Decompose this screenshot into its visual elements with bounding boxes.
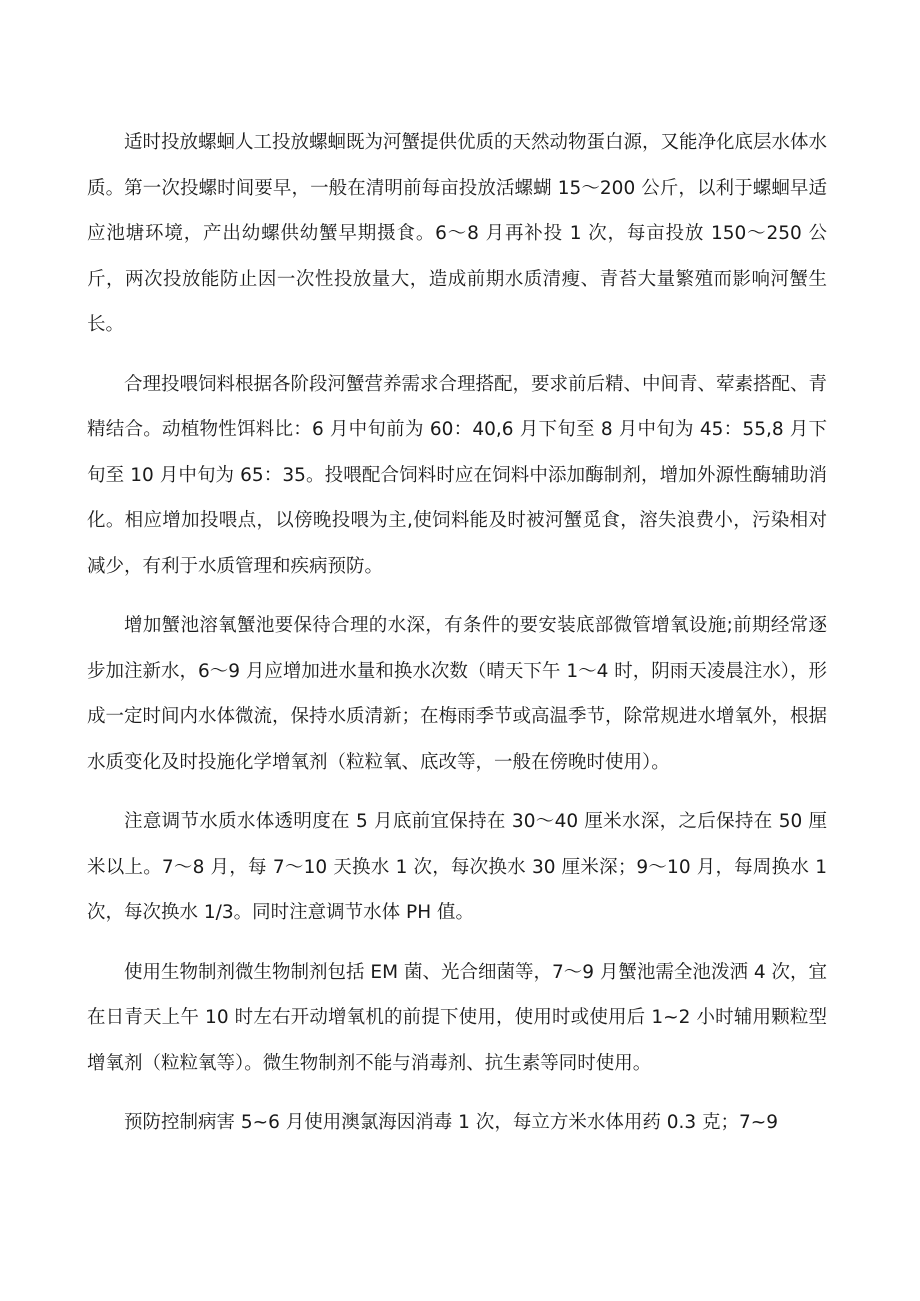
paragraph-feeding: 合理投喂饲料根据各阶段河蟹营养需求合理搭配，要求前后精、中间青、荤素搭配、青精结合。动植物性饵料比：6 月中旬前为 60：40,6 月下旬至 8 月中旬为 45：55,8 月下旬至 10 月中旬为 65：35。投喂配合饲料时应在饲料中添加酶制剂，增加外源性酶辅助消化。相应增加投喂点，以傍晚投喂为主,使饲料能及时被河蟹觅食，溶失浪费小，污染相对减少，有利于水质管理和疾病预防。 — [87, 373, 828, 577]
paragraph-disease-prevention: 预防控制病害 5~6 月使用澳氯海因消毒 1 次，每立方米水体用药 0.3 克；7~9 — [124, 1112, 779, 1133]
paragraph-oxygenation: 增加蟹池溶氧蟹池要保待合理的水深，有条件的要安装底部微管增氧设施;前期经常逐步加注新水，6～9 月应增加进水量和换水次数（晴天下午 1～4 时，阴雨天凌晨注水），形成一定时间内水体微流，保持水质清新；在梅雨季节或高温季节，除常规进水增氧外，根据水质变化及时投施化学增氧剂（粒粒氧、底改等，一般在傍晚时使用）。 — [87, 615, 828, 773]
paragraph-water-quality: 注意调节水质水体透明度在 5 月底前宜保持在 30～40 厘米水深，之后保持在 50 厘米以上。7～8 月，每 7～10 天换水 1 次，每次换水 30 厘米深；9～10 月，每周换水 1 次，每次换水 1/3。同时注意调节水体 PH 值。 — [87, 811, 827, 923]
paragraph-biological-agents: 使用生物制剂微生物制剂包括 EM 菌、光合细菌等，7～9 月蟹池需全池泼洒 4 次，宜在日青天上午 10 时左右开动增氧机的前提下使用，使用时或使用后 1~2 小时辅用颗粒型增氧剂（粒粒氧等）。微生物制剂不能与消毒剂、抗生素等同时使用。 — [87, 961, 827, 1074]
document-body — [87, 120, 827, 1146]
paragraph-snail-stocking: 适时投放螺蛔人工投放螺蛔既为河蟹提供优质的天然动物蛋白源，又能净化底层水体水质。第一次投螺时间要早，一般在清明前每亩投放活螺蝴 15～200 公斤，以利于螺蛔早适应池塘环境，产出幼螺供幼蟹早期摄食。6～8 月再补投 1 次，每亩投放 150～250 公斤，两次投放能防止因一次性投放量大，造成前期水质清瘦、青苔大量繁殖而影响河蟹生长。 — [87, 132, 828, 335]
